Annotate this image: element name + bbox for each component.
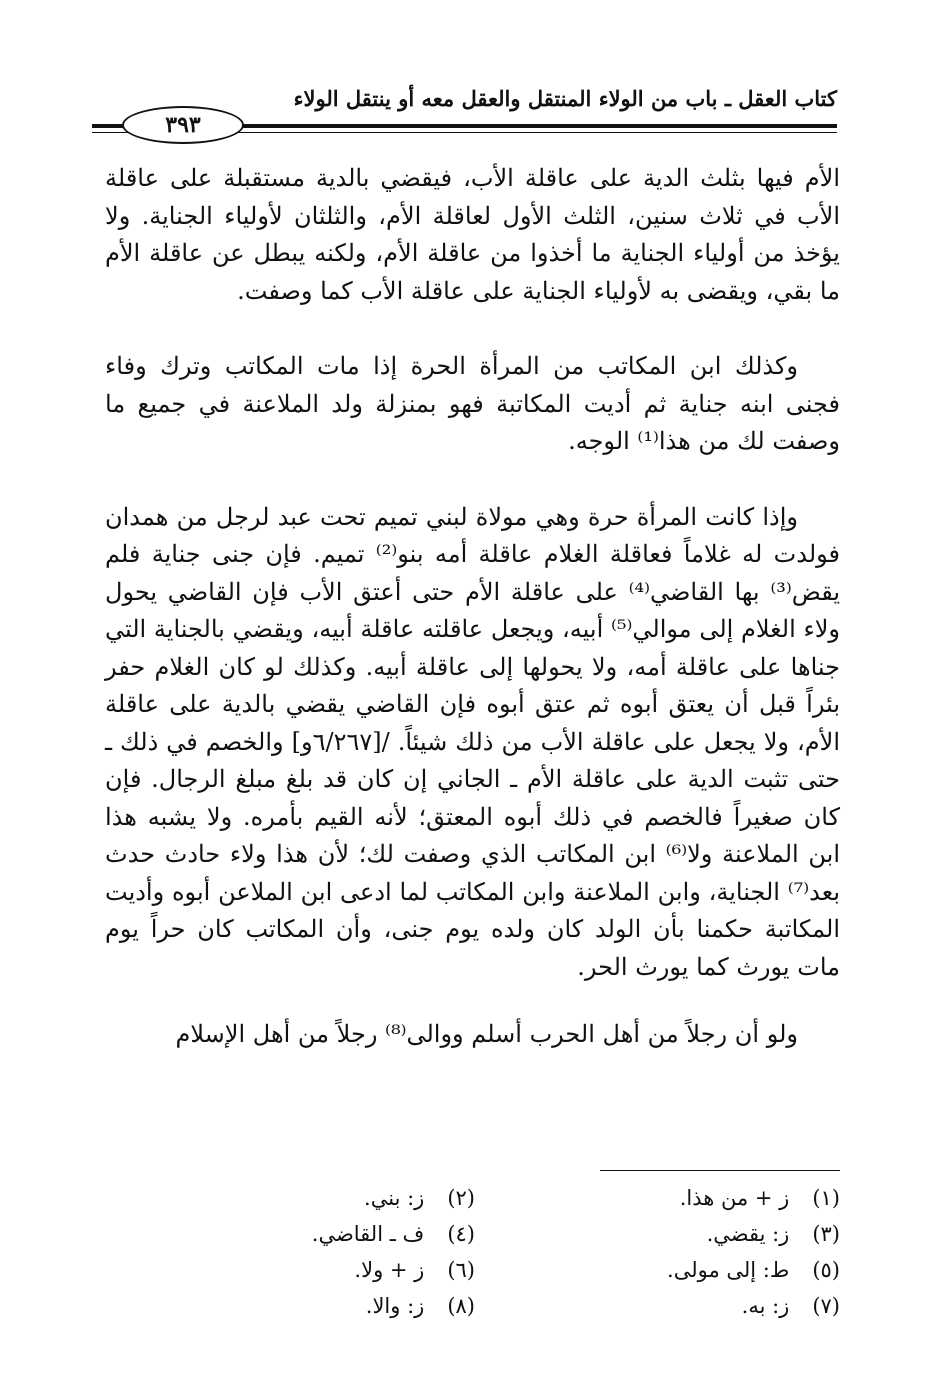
footnote-3 <box>475 1218 840 1250</box>
footnote-5 <box>475 1254 840 1286</box>
footnote-text: ط: إلى مولى. <box>667 1258 790 1282</box>
page-header <box>92 82 837 142</box>
footnote-7 <box>475 1290 840 1322</box>
footnote-separator <box>600 1170 840 1171</box>
paragraph-1: الأم فيها بثلث الدية على عاقلة الأب، فيقضي بالدية مستقبلة على عاقلة الأب في ثلاث سنين، الثلث الأول لعاقلة الأم، والثلثان لأولياء الجناية. ولا يؤخذ من أولياء الجناية ما أخذوا من عاقلة الأم، ولكنه يبطل عن عاقلة الأم ما بقي، ويقضى به لأولياء الجناية على عاقلة الأب كما وصفت. <box>105 164 840 305</box>
paragraph-3: وإذا كانت المرأة حرة وهي مولاة لبني تميم تحت عبد لرجل من همدان فولدت له غلاماً فعاقلة الغلام عاقلة أمه بنو⁽²⁾ تميم. فإن جنى جناية فلم يقض⁽³⁾ بها القاضي⁽⁴⁾ على عاقلة الأم حتى أعتق الأب فإن القاضي يحول ولاء الغلام إلى موالي⁽⁵⁾ أبيه، ويجعل عاقلته عاقلة أبيه، ويقضي بالجناية التي جناها على عاقلة أمه، ولا يحولها إلى عاقلة أبيه. وكذلك لو كان الغلام حفر بئراً قبل أن يعتق أبوه ثم عتق أبوه فإن القاضي يقضي بالدية على عاقلة الأم، ولا يجعل على عاقلة الأب من ذلك شيئاً. /[٦/٢٦٧و] والخصم في ذلك ـ حتى تثبت الدية على عاقلة الأم ـ الجاني إن كان قد بلغ مبلغ الرجال. فإن كان صغيراً فالخصم في ذلك أبوه المعتق؛ لأنه القيم بأمره. ولا يشبه هذا ابن الملاعنة ولا⁽⁶⁾ ابن المكاتب الذي وصفت لك؛ لأن هذا ولاء حادث حدث بعد⁽⁷⁾ الجناية، وابن الملاعنة وابن المكاتب لما ادعى ابن الملاعن أبوه وأديت المكاتبة حكمنا بأن الولد كان ولده يوم جنى، وأن المكاتب كان حراً يوم مات يورث كما يورث الحر. <box>105 502 841 981</box>
footnote-1 <box>475 1182 840 1214</box>
paragraph-2: وكذلك ابن المكاتب من المرأة الحرة إذا مات المكاتب وترك وفاء فجنى ابنه جناية ثم أديت المكاتبة فهو بمنزلة ولد الملاعنة في جميع ما وصفت لك من هذا⁽¹⁾ الوجه. <box>105 352 840 455</box>
footnote-text: ز + ولا. <box>354 1258 425 1282</box>
footnote-mark: (٢) <box>447 1186 475 1210</box>
footnote-2 <box>105 1182 475 1214</box>
footnote-mark: (٤) <box>447 1222 475 1246</box>
footnote-text: ز: به. <box>741 1294 790 1318</box>
running-title: كتاب العقل ـ باب من الولاء المنتقل والعقل معه أو ينتقل الولاء <box>293 86 837 111</box>
footnote-mark: (١) <box>812 1186 840 1210</box>
paragraph-4: ولو أن رجلاً من أهل الحرب أسلم ووالى⁽⁸⁾ رجلاً من أهل الإسلام <box>175 1020 798 1048</box>
footnote-6 <box>105 1254 475 1286</box>
footnote-text: ز: والا. <box>365 1294 425 1318</box>
footnote-mark: (٦) <box>447 1258 475 1282</box>
footnote-mark: (٧) <box>812 1294 840 1318</box>
footnote-4 <box>105 1218 475 1250</box>
page-number: ٣٩٣ <box>122 106 244 144</box>
footnotes <box>105 1182 840 1322</box>
footnote-8 <box>105 1290 475 1322</box>
footnote-mark: (٣) <box>812 1222 840 1246</box>
main-text <box>105 160 840 1054</box>
footnote-mark: (٨) <box>447 1294 475 1318</box>
footnote-text: ف ـ القاضي. <box>311 1222 425 1246</box>
footnote-text: ز + من هذا. <box>679 1186 790 1210</box>
footnote-text: ز: يقضي. <box>706 1222 790 1246</box>
footnote-text: ز: بني. <box>364 1186 425 1210</box>
footnote-mark: (٥) <box>812 1258 840 1282</box>
